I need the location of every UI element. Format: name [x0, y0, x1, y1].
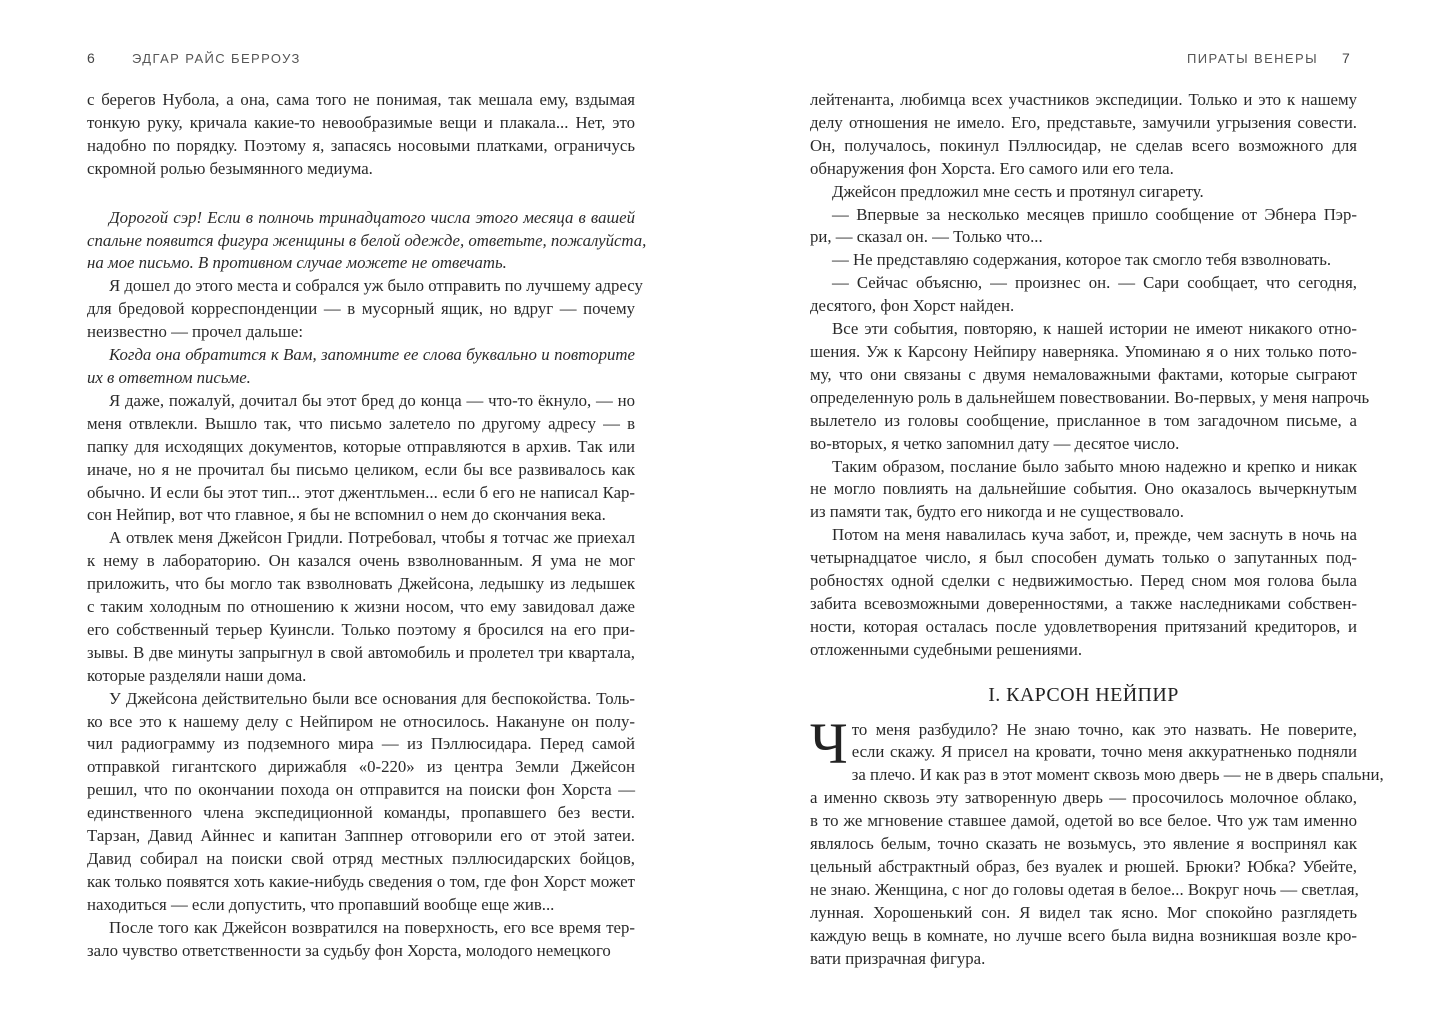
page-number: 7	[1342, 50, 1350, 66]
text-line: Джейсон предложил мне сесть и протянул сигарету.	[832, 181, 1204, 201]
text-line: ри, — сказал он. — Только что...	[810, 227, 1043, 247]
text-line: тонкую руку, кричала какие-то невообразимые вещи и плакала... Нет, это	[87, 112, 635, 132]
text-line: Все эти события, повторяю, к нашей истории не имеют никакого отно-	[832, 319, 1357, 339]
text-line: на мое письмо. В противном случае можете не отвечать.	[87, 253, 507, 273]
chapter-title: I. КАРСОН НЕЙПИР	[988, 683, 1179, 706]
text-line: которые разделяли наши дома.	[87, 665, 307, 685]
text-line: не знаю. Женщина, с ног до головы одетая в белое... Вокруг ночь — светлая,	[810, 879, 1359, 899]
text-line: не могло повлиять на дальнейшие события. Оно оказалось вычеркнутым	[810, 479, 1357, 499]
text-line: Потом на меня навалилась куча забот, и, прежде, чем заснуть в ночь на	[832, 525, 1357, 545]
text-line: вылетело из головы сообщение, присланное в том загадочном письме, а	[810, 410, 1357, 430]
text-line: чил радиограмму из подземного мира — из Пэллюсидара. Перед самой	[87, 734, 635, 754]
text-line: если скажу. Я присел на кровати, точно меня аккуратненько подняли	[851, 742, 1357, 762]
text-line: лейтенанта, любимца всех участников экспедиции. Только и это к нашему	[810, 90, 1357, 109]
text-line: му, что они связаны с двумя немаловажными фактами, которые сыграют	[810, 364, 1357, 384]
text-line: единственного члена экспедиционной команды, пропавшего без вести.	[87, 803, 635, 823]
text-line: лунная. Хорошенький сон. Я видел так ясно. Мог спокойно разглядеть	[810, 902, 1357, 922]
drop-cap: Ч	[810, 710, 848, 776]
text-line: Когда она обратится к Вам, запомните ее слова буквально и повторите	[109, 345, 635, 365]
text-line: находиться — если допустить, что пропавший вообще еще жив...	[87, 894, 555, 914]
text-line: — Впервые за несколько месяцев пришло сообщение от Эбнера Пэр-	[832, 204, 1357, 224]
text-line: надобно по порядку. Поэтому я, запасясь носовыми платками, ограничусь	[87, 135, 635, 155]
text-line: как только появятся хоть какие-нибудь сведения о том, где фон Хорст может	[87, 871, 635, 891]
text-line: забита всевозможными доверенностями, а также наследниками собствен-	[810, 593, 1357, 613]
text-line: обнаружения фон Хорста. Его самого или его тела.	[810, 158, 1174, 178]
text-line: приложить, что бы могло так взволновать Джейсона, ледышку из ледышек	[87, 574, 635, 594]
text-line: У Джейсона действительно были все основания для беспокойства. Толь-	[109, 688, 635, 708]
letter-quote	[87, 207, 647, 276]
text-line: скромной ролью безымянного медиума.	[87, 158, 373, 178]
left-page	[0, 0, 722, 1033]
paragraph	[87, 688, 635, 917]
text-line: десятого, фон Хорст найден.	[810, 296, 1015, 316]
paragraph	[810, 456, 1357, 525]
text-line: спальне появится фигура женщины в белой одежде, ответьте, пожалуйста,	[87, 230, 647, 250]
text-line: зало чувство ответственности за судьбу фон Хорста, молодого немецкого	[87, 940, 611, 960]
text-line: в то же мгновение ставшее дамой, одетой во все белое. Что уж там именно	[810, 811, 1357, 831]
paragraph	[810, 181, 1357, 204]
text-line: робностях одной сделки с недвижимостью. Перед сном моя голова была	[810, 571, 1357, 591]
text-line: вати призрачная фигура.	[810, 948, 986, 968]
text-line: с таким холодным по отношению к жизни носом, что ему завидовал даже	[87, 597, 635, 617]
text-line: Дорогой сэр! Если в полночь тринадцатого числа этого месяца в вашей	[109, 207, 635, 227]
right-paragraphs	[810, 89, 1370, 662]
paragraph	[810, 524, 1357, 661]
text-line: Он, получалось, покинул Пэллюсидар, не сделав всего возможного для	[810, 135, 1357, 155]
text-line: их в ответном письме.	[87, 367, 251, 387]
paragraph	[87, 89, 635, 181]
right-body-text	[810, 89, 1384, 971]
text-line: делу отношения не имело. Его, представьте, замучили угрызения совести.	[810, 112, 1357, 132]
text-line: отложенными судебными решениями.	[810, 639, 1083, 659]
paragraph	[810, 89, 1357, 181]
text-line: являлось белым, точно сказать не возьмусь, это явление я воспринял как	[810, 834, 1357, 854]
left-body-text	[87, 89, 647, 963]
text-line: Таким образом, послание было забыто мною надежно и крепко и никак	[832, 456, 1357, 476]
text-line: отправкой гигантского дирижабля «0-220» из центра Земли Джейсон	[87, 757, 635, 777]
text-line: неизвестно — прочел дальше:	[87, 322, 304, 342]
page-number: 6	[87, 50, 95, 66]
text-line: папку для исходящих документов, которые отправляются в архив. Так или	[87, 436, 635, 456]
paragraph	[87, 275, 643, 344]
text-line: решил, что по окончании похода он отправится на поиски фон Хорста —	[87, 780, 635, 800]
text-line: А отвлек меня Джейсон Гридли. Потребовал, чтобы я тотчас же приехал	[109, 528, 635, 548]
chapter-lines	[810, 710, 1384, 971]
right-page	[722, 0, 1445, 1033]
running-head-author: ЭДГАР РАЙС БЕРРОУЗ	[132, 51, 301, 66]
text-line: ко все это к нашему делу с Нейпиром не относилось. Накануне он полу-	[87, 711, 635, 731]
paragraph	[810, 272, 1357, 318]
text-line: с берегов Нубола, а она, сама того не понимая, так мешала ему, вздымая	[87, 90, 635, 109]
paragraph	[810, 249, 1357, 272]
text-line: — Не представляю содержания, которое так смогло тебя взволновать.	[832, 250, 1332, 270]
text-line: то меня разбудило? Не знаю точно, как это назвать. Не поверите,	[851, 719, 1357, 739]
paragraph	[87, 390, 635, 527]
text-line: а именно сквозь эту затворенную дверь — просочилось молочное облако,	[810, 788, 1357, 808]
text-line: Я даже, пожалуй, дочитал бы этот бред до конца — что-то ёкнуло, — но	[109, 390, 635, 410]
paragraph	[87, 917, 635, 963]
text-line: Я дошел до этого места и собрался уж было отправить по лучшему адресу	[109, 276, 643, 296]
running-head-title: ПИРАТЫ ВЕНЕРЫ	[1187, 51, 1318, 66]
text-line: к нему в лабораторию. Он казался очень взволнованным. Я ума не мог	[87, 551, 635, 571]
text-line: из памяти так, будто его никогда и не существовало.	[810, 502, 1184, 522]
text-line: во-вторых, я четко запомнил дату — десятое число.	[810, 433, 1180, 453]
text-line: ности, которая осталась после удовлетворения притязаний кредиторов, и	[810, 616, 1357, 636]
text-line: каждую вещь в комнате, но лучше всего была видна возникшая возле кро-	[810, 925, 1357, 945]
text-line: за плечо. И как раз в этот момент сквозь мою дверь — не в дверь спальни,	[851, 765, 1384, 785]
paragraph-gap	[87, 181, 635, 207]
chapter-opening	[810, 710, 1384, 971]
text-line: цельный абстрактный образ, без вуалек и рюшей. Брюки? Юбка? Убейте,	[810, 857, 1357, 876]
text-line: иначе, но я не прочитал бы письмо целиком, если бы все развивалось как	[87, 459, 635, 479]
text-line: меня отвлекли. Вышло так, что письмо залетело по другому адресу — в	[87, 413, 635, 433]
text-line: шения. Уж к Карсону Нейпиру наверняка. Упоминаю я о них только пото-	[810, 341, 1357, 361]
text-line: зывы. В две минуты запрыгнул в свой автомобиль и пролетел три квартала,	[87, 642, 635, 662]
text-line: сон Нейпир, вот что главное, я бы не вспомнил о нем до скончания века.	[87, 505, 606, 525]
text-line: Давид собирал на поиски свой отряд местных пэллюсидарских бойцов,	[87, 849, 635, 868]
text-line: Тарзан, Давид Айннес и капитан Заппнер отговорили его от этой затеи.	[87, 826, 635, 846]
text-line: его собственный терьер Куинсли. Только поэтому я бросился на его при-	[87, 619, 635, 639]
paragraph	[810, 204, 1357, 250]
text-line: определенную роль в дальнейшем повествовании. Во-первых, у меня напрочь	[810, 387, 1370, 407]
text-line: для бредовой корреспонденции — в мусорный ящик, но вдруг — почему	[87, 299, 635, 319]
text-line: четырнадцатое число, я был способен думать только о запутанных под-	[810, 548, 1357, 568]
text-line: обычно. И если бы этот тип... этот джентльмен... если б его не написал Кар-	[87, 482, 635, 502]
letter-quote	[87, 344, 635, 390]
text-line: После того как Джейсон возвратился на поверхность, его все время тер-	[109, 917, 635, 937]
paragraph	[87, 527, 635, 687]
paragraph	[810, 318, 1370, 455]
text-line: — Сейчас объясню, — произнес он. — Сари сообщает, что сегодня,	[832, 273, 1357, 293]
